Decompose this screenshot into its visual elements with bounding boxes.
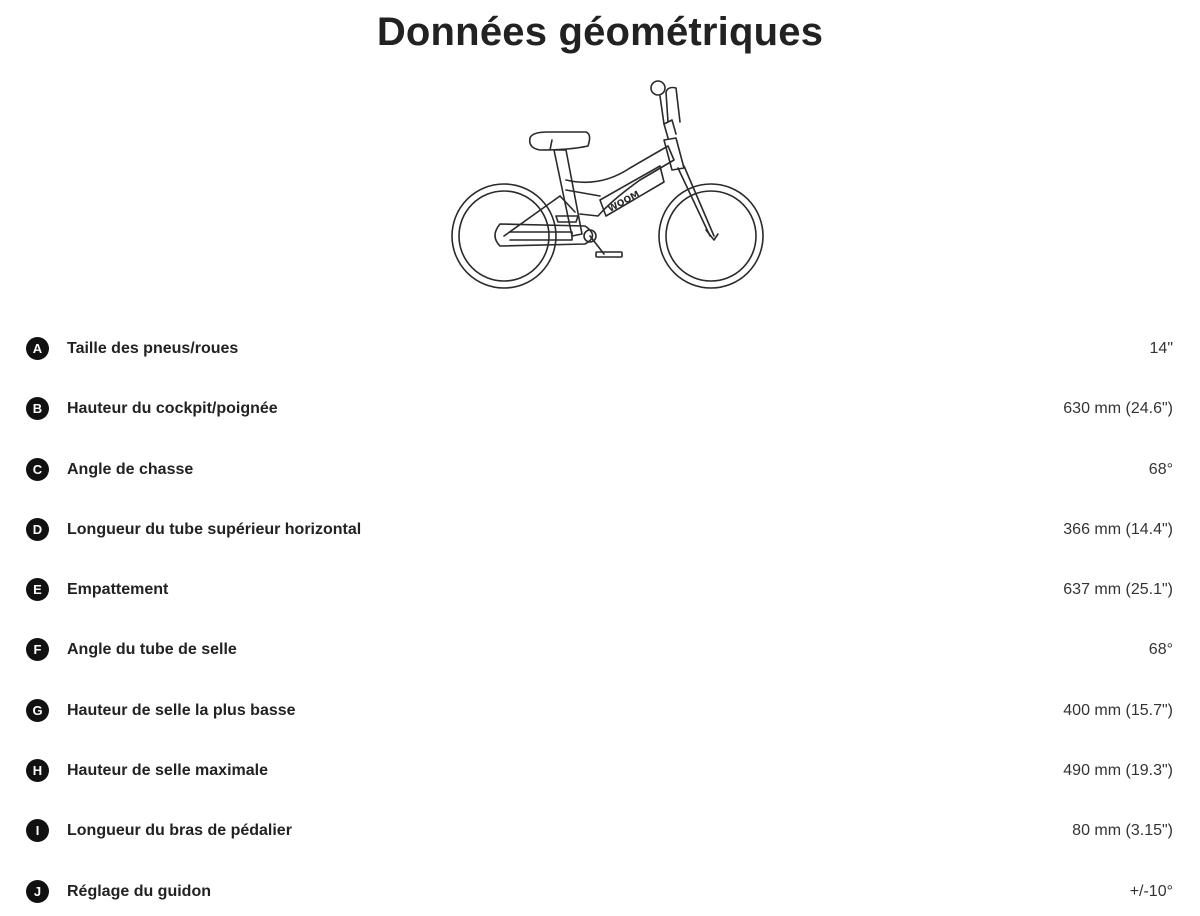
- geometry-badge: C: [26, 458, 49, 481]
- geometry-label: Angle du tube de selle: [67, 641, 237, 659]
- geometry-value: 366 mm (14.4"): [1063, 520, 1173, 538]
- geometry-label: Empattement: [67, 581, 169, 599]
- geometry-label: Taille des pneus/roues: [67, 340, 239, 357]
- geometry-row-a: [0, 317, 1200, 377]
- page-title: Données géométriques: [376, 10, 824, 54]
- geometry-badge: B: [26, 397, 49, 420]
- geometry-badge: J: [26, 880, 49, 903]
- geometry-badge: F: [26, 638, 49, 661]
- geometry-row-d: [0, 498, 1200, 558]
- geometry-row-j: [0, 860, 1200, 916]
- geometry-label: Hauteur du cockpit/poignée: [67, 400, 278, 418]
- geometry-value: +/-10°: [1129, 882, 1173, 900]
- geometry-list: [0, 317, 1200, 916]
- geometry-badge: A: [26, 337, 49, 360]
- geometry-badge: G: [26, 699, 49, 722]
- geometry-label: Longueur du bras de pédalier: [67, 822, 292, 840]
- geometry-value: 80 mm (3.15"): [1072, 822, 1173, 840]
- geometry-badge: H: [26, 759, 49, 782]
- bike-brand-text: WOOM: [606, 189, 642, 215]
- geometry-badge: D: [26, 518, 49, 541]
- geometry-badge: I: [26, 819, 49, 842]
- geometry-row-i: [0, 799, 1200, 859]
- kids-bike-icon: [440, 74, 772, 296]
- geometry-label: Angle de chasse: [67, 460, 194, 478]
- geometry-row-h: [0, 739, 1200, 799]
- geometry-value: 490 mm (19.3"): [1063, 762, 1173, 780]
- geometry-row-e: [0, 558, 1200, 618]
- geometry-value: 630 mm (24.6"): [1063, 400, 1173, 418]
- geometry-row-f: [0, 618, 1200, 678]
- geometry-row-c: [0, 438, 1200, 498]
- geometry-value: 400 mm (15.7"): [1063, 701, 1173, 719]
- geometry-label: Hauteur de selle la plus basse: [67, 701, 296, 719]
- geometry-value: 14": [1149, 340, 1173, 357]
- geometry-label: Hauteur de selle maximale: [67, 762, 268, 780]
- geometry-label: Réglage du guidon: [67, 882, 211, 900]
- geometry-value: 637 mm (25.1"): [1063, 581, 1173, 599]
- geometry-value: 68°: [1148, 641, 1173, 659]
- geometry-value: 68°: [1148, 460, 1173, 478]
- geometry-row-b: [0, 377, 1200, 437]
- geometry-label: Longueur du tube supérieur horizontal: [67, 520, 362, 538]
- geometry-badge: E: [26, 578, 49, 601]
- geometry-row-g: [0, 679, 1200, 739]
